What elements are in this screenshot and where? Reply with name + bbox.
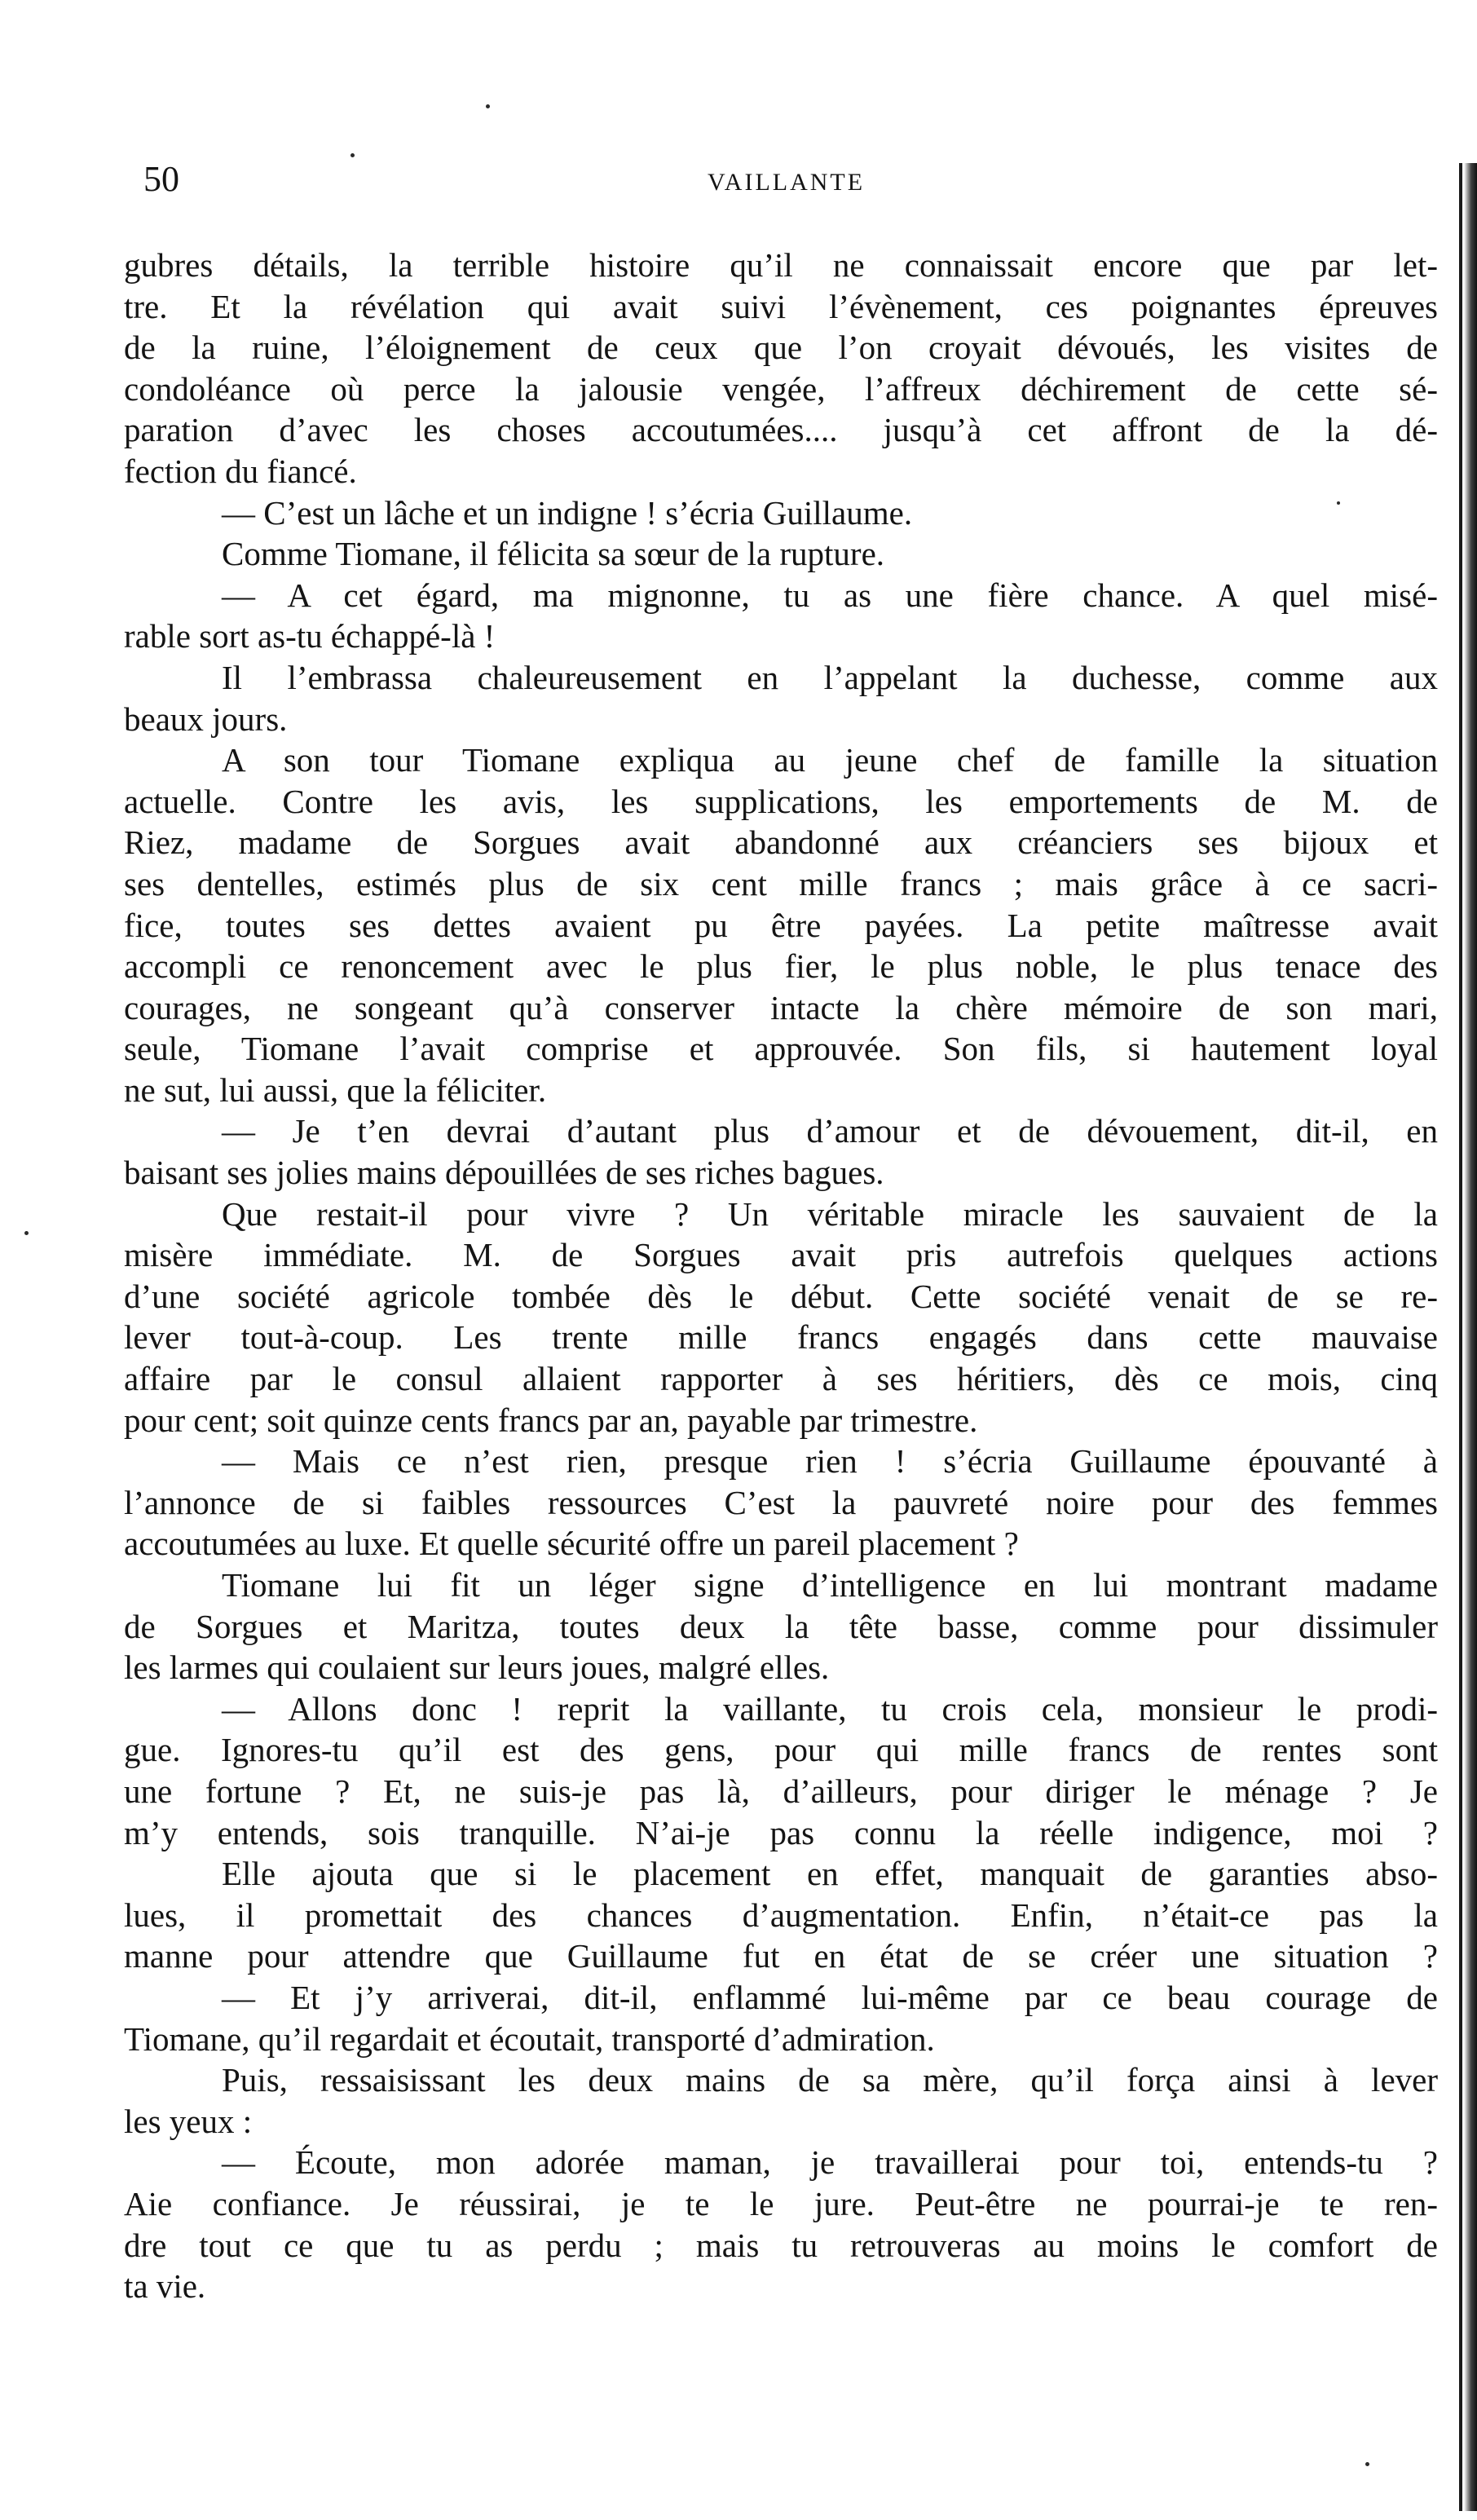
page-header [143,155,1448,204]
page-edge-line [1459,163,1462,2511]
scan-speck [1337,501,1340,505]
scan-speck [24,1231,29,1235]
text-line: actuelle. Contre les avis, les supplications, les emportements de M. de [124,782,1438,820]
text-line: — Mais ce n’est rien, presque rien ! s’écria Guillaume épouvanté à [222,1442,1438,1481]
text-line: gubres détails, la terrible histoire qu’il ne connaissait encore que par let- [124,246,1438,284]
text-line: d’une société agricole tombée dès le début. Cette société venait de se re- [124,1277,1438,1315]
text-line: de Sorgues et Maritza, toutes deux la tête basse, comme pour dissimuler [124,1607,1438,1645]
text-line: beaux jours. [124,700,288,738]
text-line: l’annonce de si faibles ressources C’est la pauvreté noire pour des femmes [124,1483,1438,1521]
text-line: ne sut, lui aussi, que la féliciter. [124,1070,547,1109]
text-line: baisant ses jolies mains dépouillées de ses riches bagues. [124,1154,884,1192]
text-line: paration d’avec les choses accoutumées.... jusqu’à cet affront de la dé- [124,411,1438,449]
text-line: Aie confiance. Je réussirai, je te le jure. Peut-être ne pourrai-je te ren- [124,2184,1438,2222]
text-line: les larmes qui coulaient sur leurs joues, malgré elles. [124,1648,830,1687]
text-line: pour cent; soit quinze cents francs par an, payable par trimestre. [124,1401,978,1439]
text-line: de la ruine, l’éloignement de ceux que l’on croyait dévoués, les visites de [124,329,1438,367]
text-line: — Et j’y arriverai, dit-il, enflammé lui-même par ce beau courage de [222,1978,1438,2016]
text-line: Il l’embrassa chaleureusement en l’appelant la duchesse, comme aux [222,658,1438,696]
text-line: rable sort as-tu échappé-là ! [124,617,496,655]
text-line: tre. Et la révélation qui avait suivi l’évènement, ces poignantes épreuves [124,287,1438,325]
text-line: fice, toutes ses dettes avaient pu être payées. La petite maîtresse avait [124,906,1438,944]
text-line: Riez, madame de Sorgues avait abandonné aux créanciers ses bijoux et [124,823,1438,862]
page-number: 50 [143,159,179,199]
text-line: une fortune ? Et, ne suis-je pas là, d’ailleurs, pour diriger le ménage ? Je [124,1772,1438,1810]
text-line: Tiomane, qu’il regardait et écoutait, transporté d’admiration. [124,2019,935,2058]
text-line: gue. Ignores-tu qu’il est des gens, pour qui mille francs de rentes sont [124,1731,1438,1769]
text-line: fection du fiancé. [124,452,357,490]
text-line: affaire par le consul allaient rapporter à ses héritiers, dès ce mois, cinq [124,1360,1438,1398]
body-text [124,245,1438,2307]
text-line: — C’est un lâche et un indigne ! s’écria Guillaume. [222,493,913,532]
text-line: courages, ne songeant qu’à conserver intacte la chère mémoire de son mari, [124,988,1438,1026]
text-line: m’y entends, sois tranquille. N’ai-je pas connu la réelle indigence, moi ? [124,1813,1438,1851]
text-line: lues, il promettait des chances d’augmentation. Enfin, n’était-ce pas la [124,1896,1438,1934]
text-line: Tiomane lui fit un léger signe d’intelligence en lui montrant madame [222,1566,1438,1604]
text-line: — Je t’en devrai d’autant plus d’amour et de dévouement, dit-il, en [222,1112,1438,1150]
text-line: ses dentelles, estimés plus de six cent mille francs ; mais grâce à ce sacri- [124,864,1438,903]
text-line: les yeux : [124,2102,253,2140]
text-line: Comme Tiomane, il félicita sa sœur de la rupture. [222,535,885,573]
text-line: Puis, ressaisissant les deux mains de sa mère, qu’il força ainsi à lever [222,2061,1438,2099]
text-line: ta vie. [124,2267,206,2306]
scan-speck [1365,2462,1369,2466]
text-line: misère immédiate. M. de Sorgues avait pris autrefois quelques actions [124,1236,1438,1274]
page-edge-shadow [1464,163,1477,2511]
text-line: dre tout ce que tu as perdu ; mais tu retrouveras au moins le comfort de [124,2226,1438,2264]
text-line: lever tout-à-coup. Les trente mille francs engagés dans cette mauvaise [124,1318,1438,1357]
scan-speck [351,153,355,157]
text-line: — Allons donc ! reprit la vaillante, tu crois cela, monsieur le prodi- [222,1689,1438,1728]
text-line: — A cet égard, ma mignonne, tu as une fière chance. A quel misé- [222,576,1438,614]
text-line: Elle ajouta que si le placement en effet, manquait de garanties abso- [222,1855,1438,1893]
text-line: accompli ce renoncement avec le plus fier, le plus noble, le plus tenace des [124,947,1438,986]
text-line: — Écoute, mon adorée maman, je travaillerai pour toi, entends-tu ? [222,2143,1438,2182]
text-line: accoutumées au luxe. Et quelle sécurité offre un pareil placement ? [124,1525,1019,1563]
text-line: Que restait-il pour vivre ? Un véritable miracle les sauvaient de la [222,1194,1438,1233]
text-line: manne pour attendre que Guillaume fut en état de se créer une situation ? [124,1937,1438,1975]
scan-speck [486,104,490,108]
text-line: condoléance où perce la jalousie vengée, l’affreux déchirement de cette sé- [124,369,1438,408]
running-title: VAILLANTE [708,169,866,196]
text-line: seule, Tiomane l’avait comprise et approuvée. Son fils, si hautement loyal [124,1030,1438,1068]
text-line: A son tour Tiomane expliqua au jeune chef de famille la situation [222,741,1438,779]
